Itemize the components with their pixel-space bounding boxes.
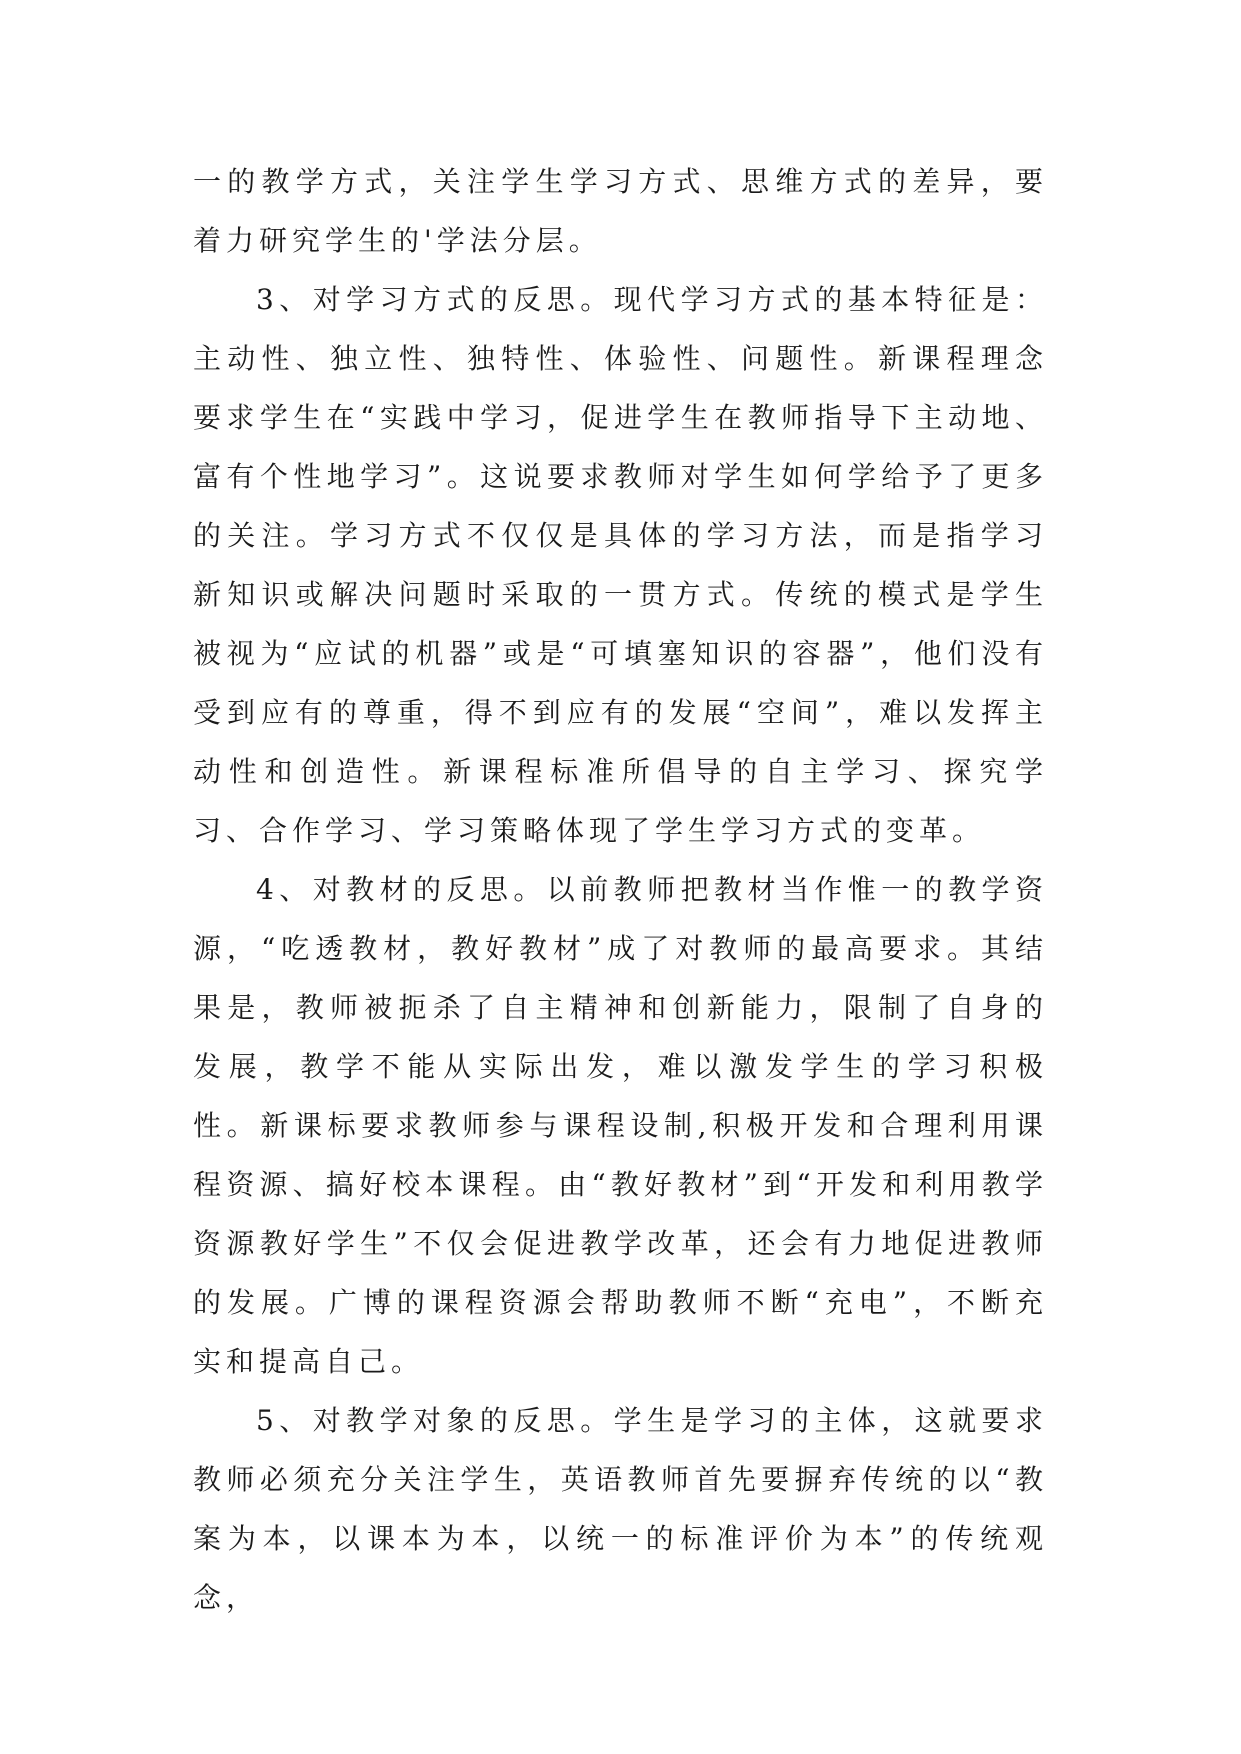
paragraph-textbook: 4、对教材的反思。以前教师把教材当作惟一的教学资源，“吃透教材，教好教材”成了对教师的最高要求。其结果是，教师被扼杀了自主精神和创新能力，限制了自身的发展，教学不能从实际出发，难以激发学生的学习积极性。新课标要求教师参与课程设制,积极开发和合理利用课程资源、搞好校本课程。由“教好教材”到“开发和利用教学资源教好学生”不仅会促进教学改革，还会有力地促进教师的发展。广博的课程资源会帮助教师不断“充电”，不断充实和提高自己。 — [193, 873, 1048, 1378]
paragraph-teaching-object: 5、对教学对象的反思。学生是学习的主体，这就要求教师必须充分关注学生，英语教师首先要摒弃传统的以“教案为本，以课本为本，以统一的标准评价为本”的传统观念， — [193, 1404, 1048, 1614]
document-body — [193, 152, 1048, 1627]
paragraph-learning-methods: 3、对学习方式的反思。现代学习方式的基本特征是：主动性、独立性、独特性、体验性、问题性。新课程理念要求学生在“实践中学习，促进学生在教师指导下主动地、富有个性地学习”。这说要求教师对学生如何学给予了更多的关注。学习方式不仅仅是具体的学习方法，而是指学习新知识或解决问题时采取的一贯方式。传统的模式是学生被视为“应试的机器”或是“可填塞知识的容器”，他们没有受到应有的尊重，得不到应有的发展“空间”，难以发挥主动性和创造性。新课程标准所倡导的自主学习、探究学习、合作学习、学习策略体现了学生学习方式的变革。 — [193, 283, 1048, 847]
paragraph-continuation: 一的教学方式，关注学生学习方式、思维方式的差异，要着力研究学生的'学法分层。 — [193, 165, 1048, 257]
